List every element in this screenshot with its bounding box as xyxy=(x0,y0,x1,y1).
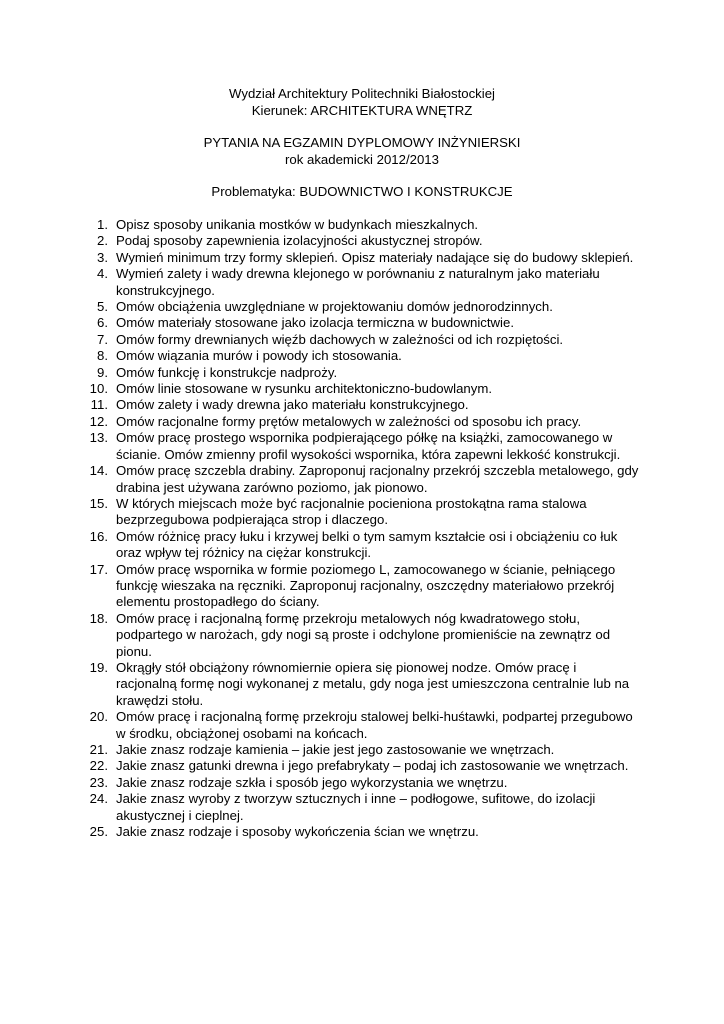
question-text: Omów materiały stosowane jako izolacja termiczna w budownictwie. xyxy=(116,315,514,331)
question-text: Wymień zalety i wady drewna klejonego w porównaniu z naturalnym jako materiału konstrukcyjnego. xyxy=(116,266,600,298)
question-number: 3. xyxy=(97,249,108,265)
question-text: Omów funkcję i konstrukcje nadproży. xyxy=(116,364,338,380)
question-number: 17. xyxy=(89,561,108,577)
faculty-line: Wydział Architektury Politechniki Białostockiej xyxy=(229,86,495,101)
question-number: 2. xyxy=(97,233,108,249)
question-item xyxy=(88,365,640,381)
question-number: 20. xyxy=(89,709,108,725)
question-text: Omów formy drewnianych więźb dachowych w zależności od ich rozpiętości. xyxy=(116,331,564,347)
question-item xyxy=(88,299,640,315)
question-item xyxy=(88,824,640,840)
question-text: Omów różnicę pracy łuku i krzywej belki o tym samym kształcie osi i obciążeniu co łuk oraz wpływ tej różnicy na ciężar konstrukcji. xyxy=(116,528,618,561)
question-item xyxy=(88,233,640,249)
question-number: 18. xyxy=(89,610,108,626)
question-number: 7. xyxy=(97,331,108,347)
topic-line: Problematyka: BUDOWNICTWO I KONSTRUKCJE xyxy=(211,184,513,199)
question-list xyxy=(88,217,640,840)
header-exam xyxy=(0,135,724,168)
question-text: Jakie znasz rodzaje kamienia – jakie jest jego zastosowanie we wnętrzach. xyxy=(116,742,555,757)
question-item xyxy=(88,430,640,463)
question-number: 16. xyxy=(89,528,108,544)
question-text: Okrągły stół obciążony równomiernie opiera się pionowej nodze. Omów pracę i racjonalną formę nogi wykonanej z metalu, gdy noga jest umieszczona centralnie lub na krawędzi stołu. xyxy=(116,659,630,708)
question-item xyxy=(88,660,640,709)
question-text: Omów pracę szczebla drabiny. Zaproponuj racjonalny przekrój szczebla metalowego, gdy drabina jest używana zarówno poziomo, jak pionowo. xyxy=(116,463,639,495)
question-number: 24. xyxy=(89,791,108,807)
question-item xyxy=(88,709,640,742)
question-item xyxy=(88,775,640,791)
question-text: Omów obciążenia uwzględniane w projektowaniu domów jednorodzinnych. xyxy=(116,299,553,315)
question-item xyxy=(88,496,640,529)
question-number: 14. xyxy=(89,463,108,479)
question-item xyxy=(88,758,640,774)
question-text: Omów pracę i racjonalną formę przekroju stalowej belki-huśtawki, podpartej przegubowo w środku, obciążonej osobami na końcach. xyxy=(116,709,633,741)
question-text: Jakie znasz wyroby z tworzyw sztucznych i inne – podłogowe, sufitowe, do izolacji akustycznej i cieplnej. xyxy=(116,791,596,823)
program-line: Kierunek: ARCHITEKTURA WNĘTRZ xyxy=(251,102,473,118)
question-number: 25. xyxy=(89,824,108,840)
question-number: 6. xyxy=(97,315,108,331)
question-text: Podaj sposoby zapewnienia izolacyjności akustycznej stropów. xyxy=(116,233,483,249)
question-number: 5. xyxy=(97,299,108,315)
question-text: Omów zalety i wady drewna jako materiału konstrukcyjnego. xyxy=(116,397,469,413)
question-text: Omów wiązania murów i powody ich stosowania. xyxy=(116,348,402,364)
header-institution xyxy=(0,86,724,119)
question-item xyxy=(88,742,640,758)
question-text: Wymień minimum trzy formy sklepień. Opisz materiały nadające się do budowy sklepień. xyxy=(116,249,634,265)
question-item xyxy=(88,611,640,660)
question-item xyxy=(88,381,640,397)
question-text: Omów pracę prostego wspornika podpierającego półkę na książki, zamocowanego w ścianie. Omów zmienny profil wysokości wspornika, która zapewni lekkość konstrukcji. xyxy=(116,430,621,462)
question-item xyxy=(88,348,640,364)
question-text: W których miejscach może być racjonalnie pocieniona prostokątna rama stalowa bezprzegubowa podpierająca strop i dlaczego. xyxy=(116,495,587,528)
question-item xyxy=(88,315,640,331)
question-text: Jakie znasz gatunki drewna i jego prefabrykaty – podaj ich zastosowanie we wnętrzach. xyxy=(116,758,629,774)
question-text: Omów pracę i racjonalną formę przekroju metalowych nóg kwadratowego stołu, podpartego w narożach, gdy nogi są proste i odchylone promieniście na zewnątrz od pionu. xyxy=(116,610,611,659)
question-item xyxy=(88,529,640,562)
question-number: 15. xyxy=(89,495,108,511)
question-number: 23. xyxy=(89,774,108,790)
question-item xyxy=(88,562,640,611)
question-number: 11. xyxy=(90,397,108,413)
question-number: 21. xyxy=(89,742,108,757)
question-number: 13. xyxy=(89,430,108,446)
question-item xyxy=(88,414,640,430)
academic-year: rok akademicki 2012/2013 xyxy=(285,151,439,167)
exam-title: PYTANIA NA EGZAMIN DYPLOMOWY INŻYNIERSKI xyxy=(203,135,521,150)
question-number: 9. xyxy=(97,364,108,380)
question-text: Omów racjonalne formy prętów metalowych w zależności od sposobu ich pracy. xyxy=(116,413,582,429)
question-number: 1. xyxy=(97,217,108,232)
question-number: 22. xyxy=(89,758,108,774)
question-item xyxy=(88,217,640,233)
question-text: Jakie znasz rodzaje i sposoby wykończenia ścian we wnętrzu. xyxy=(116,824,479,840)
question-item xyxy=(88,463,640,496)
question-number: 4. xyxy=(97,266,108,282)
question-item xyxy=(88,266,640,299)
question-number: 19. xyxy=(89,659,108,675)
question-item xyxy=(88,250,640,266)
question-item xyxy=(88,791,640,824)
question-text: Omów pracę wspornika w formie poziomego L, zamocowanego w ścianie, pełniącego funkcję wieszaka na ręczniki. Zaproponuj racjonalny, oszczędny materiałowo przekrój elementu prostopadłego do ściany. xyxy=(116,561,616,610)
header-topic xyxy=(0,184,724,201)
question-number: 8. xyxy=(97,348,108,364)
question-text: Omów linie stosowane w rysunku architektoniczno-budowlanym. xyxy=(116,381,493,397)
question-text: Jakie znasz rodzaje szkła i sposób jego wykorzystania we wnętrzu. xyxy=(116,774,508,790)
question-number: 12. xyxy=(89,413,108,429)
question-item xyxy=(88,397,640,413)
question-text: Opisz sposoby unikania mostków w budynkach mieszkalnych. xyxy=(116,217,479,232)
question-item xyxy=(88,332,640,348)
question-number: 10. xyxy=(89,381,108,397)
